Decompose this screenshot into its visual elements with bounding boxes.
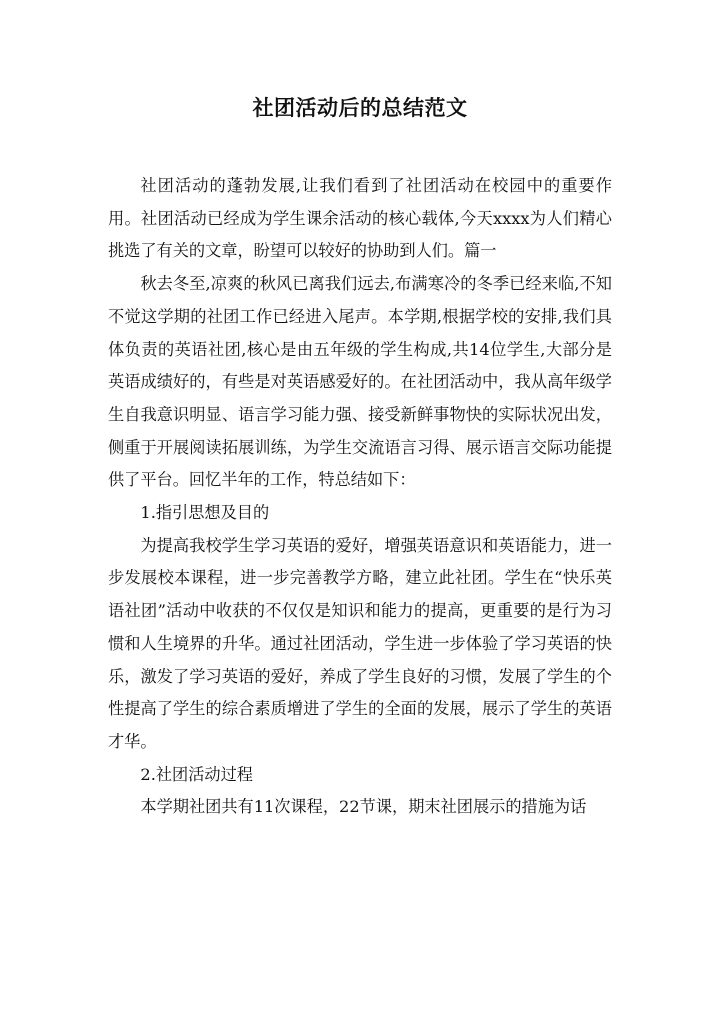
intro-paragraph: 社团活动的蓬勃发展,让我们看到了社团活动在校园中的重要作用。社团活动已经成为学生课余活动的核心载体,今天xxxx为人们精心挑选了有关的文章，盼望可以较好的协助到人们。篇一 bbox=[108, 176, 612, 261]
document-body bbox=[108, 170, 612, 824]
body-paragraph: 秋去冬至,凉爽的秋风已离我们远去,布满寒冷的冬季已经来临,不知不觉这学期的社团工作已经进入尾声。本学期,根据学校的安排,我们具体负责的英语社团,核心是由五年级的学生构成,共14位学生,大部分是英语成绩好的，有些是对英语感爱好的。在社团活动中，我从高年级学生自我意识明显、语言学习能力强、接受新鲜事物快的实际状况出发，侧重于开展阅读拓展训练，为学生交流语言习得、展示语言交际功能提供了平台。回忆半年的工作，特总结如下： bbox=[108, 274, 612, 490]
body-paragraph: 本学期社团共有11次课程，22节课，期末社团展示的措施为话 bbox=[140, 797, 587, 817]
section-heading: 1.指引思想及目的 bbox=[140, 503, 270, 523]
section-heading: 2.社团活动过程 bbox=[140, 764, 253, 784]
body-paragraph: 为提高我校学生学习英语的爱好，增强英语意识和英语能力，进一步发展校本课程，进一步完善教学方略，建立此社团。学生在“快乐英语社团”活动中收获的不仅仅是知识和能力的提高，更重要的是行为习惯和人生境界的升华。通过社团活动，学生进一步体验了学习英语的快乐，激发了学习英语的爱好，养成了学生良好的习惯，发展了学生的个性提高了学生的综合素质增进了学生的全面的发展，展示了学生的英语才华。 bbox=[108, 535, 612, 751]
document-title: 社团活动后的总结范文 bbox=[252, 95, 468, 120]
